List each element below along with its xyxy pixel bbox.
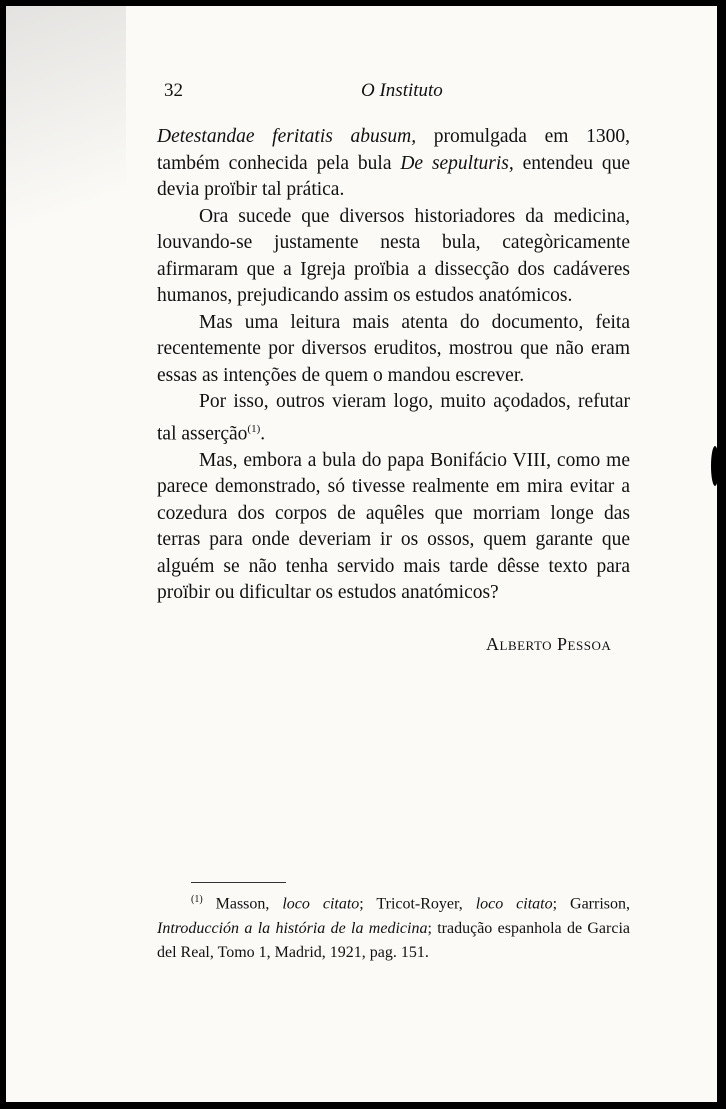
- paragraph-4: [157, 389, 630, 448]
- paragraph-1-text-c: entendeu que devia proïbir tal prática.: [157, 152, 631, 200]
- paragraph-5: Mas, embora a bula do papa Bonifácio VIII, como me parece demonstrado, só tivesse realmente em mira evitar a cozedura dos corpos de aquêles que morriam longe das terras para onde deveriam ir os ossos, quem garante que alguém se não tenha servido mais tarde dêsse texto para proïbir ou dificultar os estudos anatómicos?: [157, 449, 630, 603]
- page-header: [157, 80, 637, 110]
- paragraph-1-text-a: promulgada em 1300, também conhecida pela bula: [157, 126, 630, 174]
- body-text: [157, 124, 630, 607]
- page-edge-shadow: [6, 6, 126, 346]
- footnote-text: [157, 888, 630, 966]
- footnote-marker: (1): [191, 894, 203, 905]
- bull-name-italic: De sepulturis,: [400, 152, 514, 174]
- paragraph-4-text: Por isso, outros vieram logo, muito açodados, refutar tal asserção: [157, 391, 630, 444]
- footnote-part-a: Masson,: [202, 895, 283, 913]
- paragraph-3: Mas uma leitura mais atenta do documento, feita recentemente por diversos eruditos, mostrou que não eram essas as intenções de quem o mandou escrever.: [157, 311, 630, 386]
- author-signature: Alberto Pessoa: [486, 634, 612, 654]
- bull-title-italic: Detestandae feritatis abusum,: [157, 126, 417, 147]
- page-number: 32: [164, 80, 183, 101]
- running-title: O Instituto: [361, 80, 443, 101]
- footnote-part-g: ; tradução espanhola de Garcia del Real, Tomo 1, Madrid, 1921, pag. 151.: [157, 919, 630, 962]
- footnote-divider: [191, 882, 286, 883]
- document-page: [6, 6, 717, 1102]
- footnote-part-c: ; Tricot-Royer,: [359, 895, 476, 913]
- paragraph-2: Ora sucede que diversos historiadores da medicina, louvando-se justamente nesta bula, categòricamente afirmaram que a Igreja proïbia a dissecção dos cadáveres humanos, prejudicando assim os estudos anatómicos.: [157, 205, 630, 306]
- scan-edge-mark: [711, 446, 719, 486]
- footnote-part-b: loco citato: [282, 895, 360, 913]
- paragraph-1: [157, 124, 630, 204]
- paragraph-4-end: .: [260, 423, 266, 444]
- footnote-part-e: ; Garrison,: [552, 895, 631, 913]
- footnote: [157, 888, 630, 966]
- footnote-part-f: Introducción a la história de la medicina: [157, 919, 428, 937]
- footnote-reference[interactable]: (1): [247, 422, 261, 435]
- footnote-part-d: loco citato: [475, 895, 553, 913]
